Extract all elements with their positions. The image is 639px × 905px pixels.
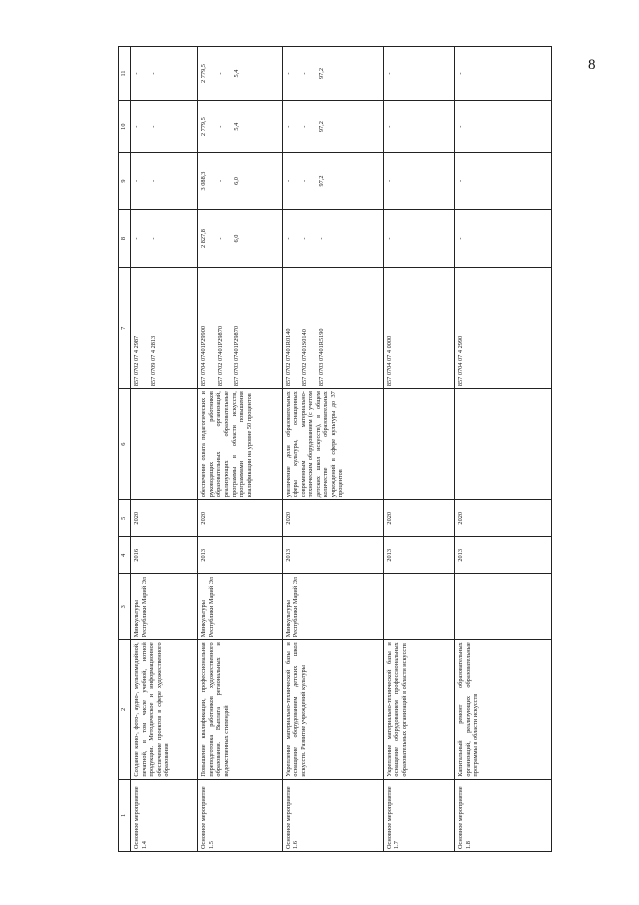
table-cell-c9 bbox=[198, 153, 282, 209]
table-cell-c11 bbox=[198, 47, 282, 101]
table-row bbox=[383, 47, 455, 852]
table-cell-c7 bbox=[455, 268, 552, 389]
table-cell-c2: Капитальный ремонт образовательных организаций, реализующих образовательные программы в области искусств bbox=[455, 640, 552, 779]
cell-line: 5,4 bbox=[233, 122, 241, 131]
table-cell-c3: Минкультуры Республики Марий Эл bbox=[282, 574, 383, 640]
table-cell-c4: 2016 bbox=[131, 537, 198, 574]
table-cell-c2: Создание кино-, фото-, аудио-, мультимедийной, печатной, в том числе учебной, нотной продукции. Методическое и информационное обеспечение проектов в сфере художественного образования bbox=[131, 640, 198, 779]
table-cell-c4: 2013 bbox=[198, 537, 282, 574]
cell-line: - bbox=[385, 72, 393, 75]
cell-line: - bbox=[216, 237, 224, 240]
cell-line: 2 779,5 bbox=[200, 64, 208, 83]
cell-line: - bbox=[284, 237, 292, 240]
cell-line: 857 0709 07 4 2813 bbox=[149, 335, 157, 387]
table-cell-c7 bbox=[131, 268, 198, 389]
table-cell-c8 bbox=[131, 209, 198, 268]
cell-line: - bbox=[317, 237, 325, 240]
cell-line: - bbox=[385, 125, 393, 128]
table-cell-c8 bbox=[198, 209, 282, 268]
column-header: 6 bbox=[119, 389, 131, 500]
cell-line: - bbox=[457, 72, 465, 75]
cell-line: - bbox=[457, 125, 465, 128]
table-cell-c6 bbox=[383, 389, 455, 500]
page-number: 8 bbox=[588, 57, 596, 73]
cell-line: - bbox=[133, 179, 140, 183]
table-cell-c6: обеспечение охвата педагогических и руководящих работников образовательных организаций, реализующих образовательные программы в области искусств, программами повышения квалификации на уровне 50 процентов bbox=[198, 389, 282, 500]
column-header: 2 bbox=[119, 640, 131, 779]
cell-line: 857 0704 07401Р29900 bbox=[200, 325, 208, 387]
cell-line: 97,2 bbox=[317, 67, 325, 80]
cell-line: 857 0702 07401R0140 bbox=[284, 328, 292, 387]
table-cell-c11 bbox=[383, 47, 455, 101]
rotated-table-wrapper bbox=[118, 46, 552, 852]
cell-line: - bbox=[457, 179, 465, 183]
table-cell-c9 bbox=[383, 153, 455, 209]
table-cell-c5: 2020 bbox=[282, 500, 383, 537]
table-row bbox=[282, 47, 383, 852]
table-cell-c10 bbox=[131, 101, 198, 153]
cell-line: 2 827,8 bbox=[200, 229, 208, 248]
cell-line: - bbox=[149, 125, 157, 128]
table-body bbox=[131, 47, 552, 852]
cell-line: 857 0704 07 4 0000 bbox=[385, 335, 393, 387]
program-table bbox=[118, 46, 552, 852]
cell-line: 857 0703 07401R5190 bbox=[317, 328, 325, 387]
column-header: 10 bbox=[119, 101, 131, 153]
table-cell-c1: Основное мероприятие 1.6 bbox=[282, 779, 383, 851]
cell-line: - bbox=[216, 125, 224, 128]
table-cell-c4: 2013 bbox=[282, 537, 383, 574]
column-header: 9 bbox=[119, 153, 131, 209]
table-cell-c8 bbox=[282, 209, 383, 268]
table-cell-c5: 2020 bbox=[131, 500, 198, 537]
table-cell-c5: 2020 bbox=[198, 500, 282, 537]
table-cell-c2: Повышение квалификации, профессиональная переподготовка работников художественного образования. Выплата региональных и ведомственных стипендий bbox=[198, 640, 282, 779]
cell-line: 857 0702 07401S0140 bbox=[301, 329, 309, 387]
table-cell-c11 bbox=[282, 47, 383, 101]
cell-line: 97,2 bbox=[317, 175, 325, 187]
table-cell-c5: 2020 bbox=[383, 500, 455, 537]
cell-line: - bbox=[149, 72, 157, 75]
table-cell-c1: Основное мероприятие 1.4 bbox=[131, 779, 198, 851]
table-cell-c10 bbox=[455, 101, 552, 153]
table-cell-c10 bbox=[198, 101, 282, 153]
table-cell-c4: 2013 bbox=[383, 537, 455, 574]
table-cell-c6 bbox=[455, 389, 552, 500]
cell-line: - bbox=[216, 72, 224, 75]
column-header: 4 bbox=[119, 537, 131, 574]
cell-line: 857 0704 07 4 2990 bbox=[457, 335, 465, 387]
cell-line: - bbox=[457, 237, 465, 240]
table-cell-c11 bbox=[455, 47, 552, 101]
cell-line: 5,4 bbox=[233, 69, 241, 78]
cell-line: 97,2 bbox=[317, 121, 325, 133]
cell-line: - bbox=[149, 237, 157, 240]
table-cell-c10 bbox=[383, 101, 455, 153]
cell-line: - bbox=[133, 72, 140, 75]
table-cell-c5: 2020 bbox=[455, 500, 552, 537]
table-cell-c8 bbox=[383, 209, 455, 268]
table-cell-c3: Минкультуры Республики Марий Эл bbox=[198, 574, 282, 640]
table-cell-c9 bbox=[455, 153, 552, 209]
table-row bbox=[131, 47, 198, 852]
cell-line: - bbox=[149, 179, 157, 183]
cell-line: - bbox=[284, 125, 292, 128]
cell-line: - bbox=[284, 72, 292, 75]
table-row bbox=[198, 47, 282, 852]
table-cell-c6 bbox=[131, 389, 198, 500]
table-cell-c1: Основное мероприятие 1.8 bbox=[455, 779, 552, 851]
cell-line: 3 088,3 bbox=[200, 171, 208, 191]
cell-line: - bbox=[133, 237, 140, 240]
cell-line: - bbox=[301, 179, 309, 183]
column-header: 8 bbox=[119, 209, 131, 268]
column-header: 7 bbox=[119, 268, 131, 389]
cell-line: 857 0703 07401Р29870 bbox=[233, 325, 241, 387]
header-row bbox=[119, 47, 131, 852]
cell-line: - bbox=[301, 125, 309, 128]
table-cell-c1: Основное мероприятие 1.5 bbox=[198, 779, 282, 851]
table-cell-c7 bbox=[282, 268, 383, 389]
table-cell-c3 bbox=[455, 574, 552, 640]
cell-line: 6,0 bbox=[233, 234, 241, 243]
table-cell-c1: Основное мероприятие 1.7 bbox=[383, 779, 455, 851]
table-cell-c8 bbox=[455, 209, 552, 268]
cell-line: - bbox=[301, 237, 309, 240]
table-cell-c7 bbox=[198, 268, 282, 389]
table-cell-c10 bbox=[282, 101, 383, 153]
table-cell-c7 bbox=[383, 268, 455, 389]
column-header: 3 bbox=[119, 574, 131, 640]
table-cell-c11 bbox=[131, 47, 198, 101]
table-cell-c3: Минкультуры Республики Марий Эл bbox=[131, 574, 198, 640]
cell-line: - bbox=[385, 237, 393, 240]
table-row bbox=[455, 47, 552, 852]
table-cell-c9 bbox=[131, 153, 198, 209]
cell-line: - bbox=[385, 179, 393, 183]
table-cell-c9 bbox=[282, 153, 383, 209]
column-header: 1 bbox=[119, 779, 131, 851]
cell-line: 857 0702 07401Р29870 bbox=[216, 325, 224, 387]
cell-line: - bbox=[133, 125, 140, 128]
cell-line: 6,0 bbox=[233, 177, 241, 185]
cell-line: - bbox=[301, 72, 309, 75]
cell-line: - bbox=[216, 179, 224, 183]
table-cell-c3 bbox=[383, 574, 455, 640]
table-cell-c6: увеличение доли образовательных сферы культуры, оснащенных современным материально-техническим оборудованием (с учетом детских школ искусств), в общем количестве образовательных учреждений в сфере культуры до 37 процентов bbox=[282, 389, 383, 500]
table-cell-c2: Укрепление материально-технической базы и оснащение оборудованием профессиональных образовательных организаций в области искусств bbox=[383, 640, 455, 779]
table-cell-c4: 2013 bbox=[455, 537, 552, 574]
cell-line: 2 779,5 bbox=[200, 117, 208, 137]
column-header: 11 bbox=[119, 47, 131, 101]
table-cell-c2: Укрепление материально-технической базы и оснащение оборудованием детских школ искусств. Развитие учреждений культуры bbox=[282, 640, 383, 779]
cell-line: 857 0702 07 4 2987 bbox=[133, 335, 140, 387]
cell-line: - bbox=[284, 179, 292, 183]
column-header: 5 bbox=[119, 500, 131, 537]
